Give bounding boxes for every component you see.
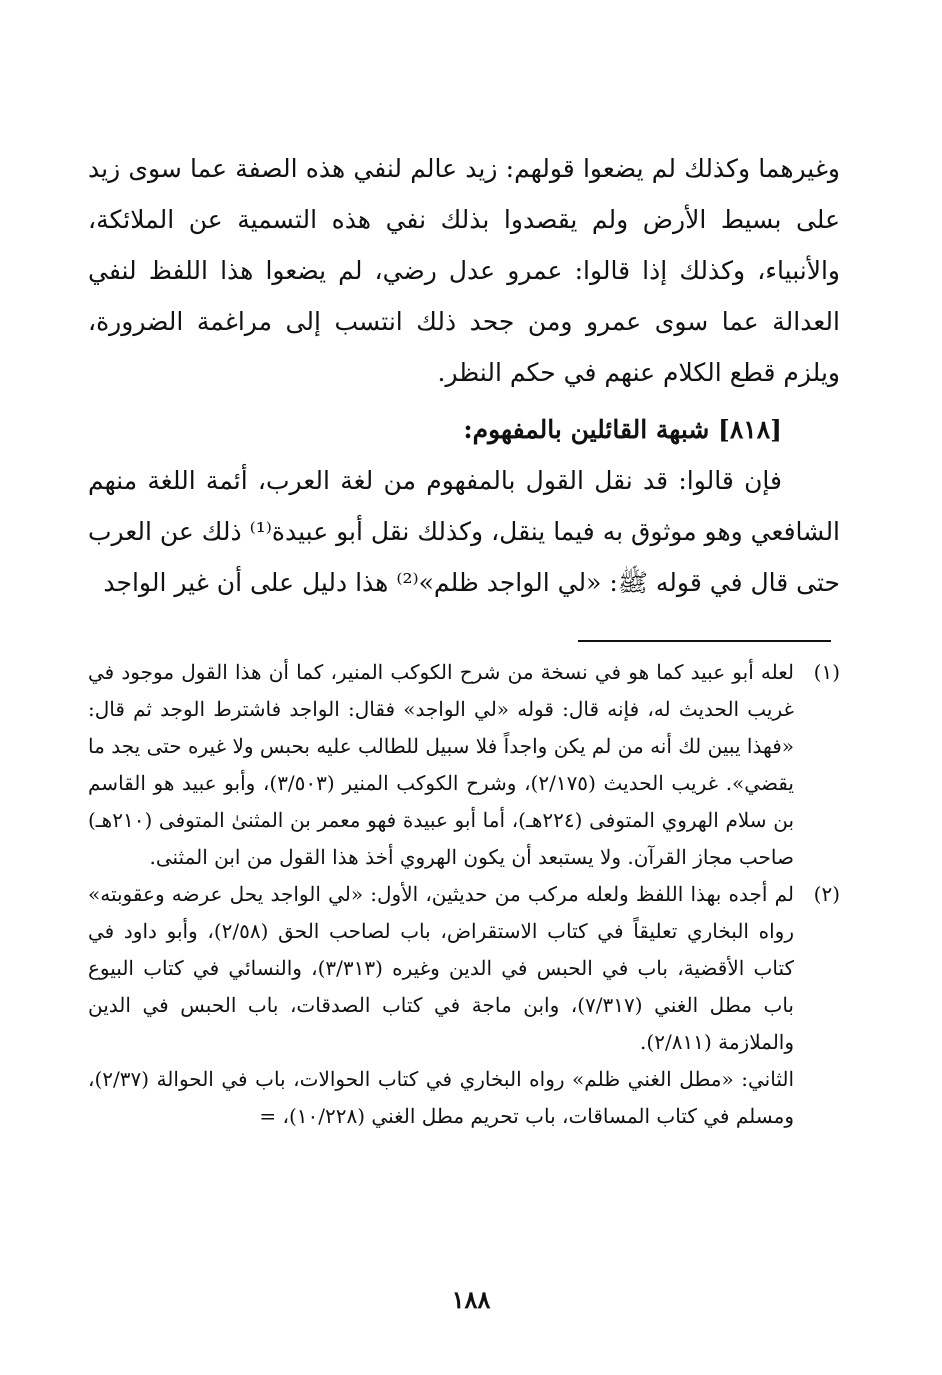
footnote-2 [88, 876, 840, 1061]
footnote-1-number: (١) [813, 660, 840, 684]
section-heading: [٨١٨] شبهة القائلين بالمفهوم: [463, 415, 782, 444]
footnote-2-number: (٢) [813, 882, 840, 906]
footnote-2-text: لم أجده بهذا اللفظ ولعله مركب من حديثين، الأول: «لي الواجد يحل عرضه وعقوبته» رواه البخاري تعليقاً في كتاب الاستقراض، باب لصاحب الحق (٢/٥٨)، وأبو داود في كتاب الأقضية، باب في الحبس في الدين وغيره (٣/٣١٣)، والنسائي في كتاب البيوع باب مطل الغني (٧/٣١٧)، وابن ماجة في كتاب الصدقات، باب الحبس في الدين والملازمة (٢/٨١١). [88, 882, 794, 1054]
body-paragraph-2: فإن قالوا: قد نقل القول بالمفهوم من لغة العرب، أئمة اللغة منهم الشافعي وهو موثوق به فيما ينقل، وكذلك نقل أبو عبيدة⁽¹⁾ ذلك عن العرب حتى قال في قوله ﷺ: «لي الواجد ظلم»⁽²⁾ هذا دليل على أن غير الواجد [88, 466, 841, 597]
footnote-1 [88, 654, 840, 876]
body-paragraph-1: وغيرهما وكذلك لم يضعوا قولهم: زيد عالم لنفي هذه الصفة عما سوى زيد على بسيط الأرض ولم يقصدوا بذلك نفي هذه التسمية عن الملائكة، والأنبياء، وكذلك إذا قالوا: عمرو عدل رضي، لم يضعوا هذا اللفظ لنفي العدالة عما سوى عمرو ومن جحد ذلك انتسب إلى مراغمة الضرورة، ويلزم قطع الكلام عنهم في حكم النظر. [88, 154, 840, 387]
main-text [88, 143, 840, 608]
footnote-2-continuation: الثاني: «مطل الغني ظلم» رواه البخاري في كتاب الحوالات، باب في الحوالة (٢/٣٧)، ومسلم في كتاب المساقات، باب تحريم مطل الغني (١٠/٢٢٨)، = [88, 1067, 794, 1128]
footnote-1-text: لعله أبو عبيد كما هو في نسخة من شرح الكوكب المنير، كما أن هذا القول موجود في غريب الحديث له، فإنه قال: قوله «لي الواجد» فقال: الواجد فاشترط الوجد ثم قال: «فهذا يبين لك أنه من لم يكن واجداً فلا سبيل للطالب عليه بحبس ولا غيره حتى يجد ما يقضي». غريب الحديث (٢/١٧٥)، وشرح الكوكب المنير (٣/٥٠٣)، وأبو عبيد هو القاسم بن سلام الهروي المتوفى (٢٢٤هـ)، أما أبو عبيدة فهو معمر بن المثنىٰ المتوفى (٢١٠هـ) صاحب مجاز القرآن. ولا يستبعد أن يكون الهروي أخذ هذا القول من ابن المثنى. [88, 660, 795, 869]
footnotes [88, 654, 840, 1135]
footnote-divider [578, 640, 831, 642]
page-number: ١٨٨ [451, 1285, 491, 1314]
